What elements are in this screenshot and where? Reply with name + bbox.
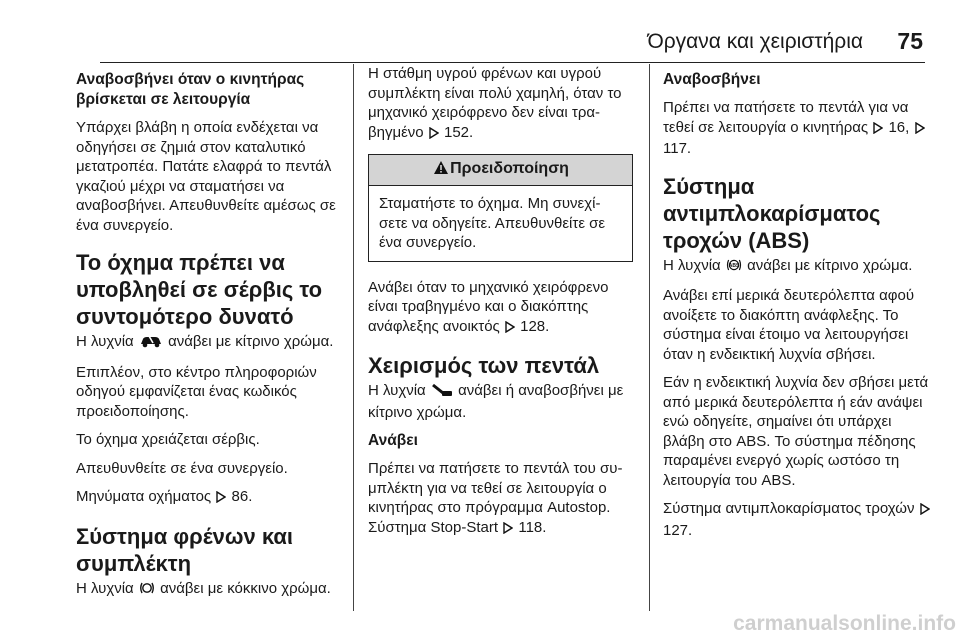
pedal-icon: [431, 383, 453, 403]
paragraph-pedal-lamp: [368, 381, 633, 422]
heading-brake-clutch: Σύστημα φρένων και συμπλέκτη: [76, 523, 294, 576]
text-flashing: Πρέπει να πατήσετε το πεντάλ για να τεθεί σε λειτουργία ο κινητήρας: [663, 99, 909, 136]
paragraph-abs-ref: [663, 499, 931, 540]
text-lamp-post: ανάβει με κόκκινο χρώμα.: [160, 579, 331, 597]
paragraph-vehicle-messages: [76, 487, 346, 509]
paragraph-abs-check: Ανάβει επί μερικά δευτερόλεπτα αφού ανοίξετε το διακόπτη ανάφλεξης. Το σύστημα είναι έτοιμο να λειτουργήσει όταν η ενδεικτική λυχνία σβήσει.: [663, 287, 915, 363]
column-left: [76, 64, 346, 609]
text-abs-ref: Σύστημα αντιμπλοκαρίσματος τροχών: [663, 500, 915, 517]
text-fluid: Η στάθμη υγρού φρένων και υγρού συμπλέκτη είναι πολύ χαμηλή, όταν το μηχανικό χειρόφρενο δεν είναι τραβηγμένο: [368, 65, 622, 141]
text-lamp-pre: Η λυχνία: [663, 256, 721, 274]
column-divider: [353, 64, 354, 611]
section-title: Όργανα και χειριστήρια: [647, 30, 863, 53]
paragraph-service-lamp: [76, 332, 346, 354]
triangle-ref-icon: [429, 125, 439, 145]
paragraph-brake-lamp: [76, 579, 346, 601]
text-lamp-post: ανάβει ή αναβοσβήνει με κίτρινο χρώμα.: [368, 382, 624, 421]
page-ref: 117.: [663, 140, 692, 157]
paragraph-needs-service: Το όχημα χρειάζεται σέρβις.: [76, 431, 260, 448]
paragraph-fluid-level: [368, 64, 633, 144]
column-divider: [649, 64, 650, 611]
text-lamp-post: ανάβει με κίτρινο χρώμα.: [747, 256, 913, 274]
page-ref: 86.: [231, 488, 253, 505]
heading-pedal: Χειρισμός των πεντάλ: [368, 353, 600, 378]
warning-title: Προειδοποίηση: [450, 160, 569, 177]
triangle-ref-icon: [873, 120, 883, 140]
page-ref: 16,: [888, 118, 910, 136]
triangle-ref-icon: [503, 520, 513, 540]
warning-text: Σταματήστε το όχημα. Μη συνεχίσετε να οδηγείτε. Απευθυνθείτε σε ένα συνεργείο.: [379, 195, 606, 251]
paragraph-lights-on: [368, 459, 633, 539]
paragraph-contact: Απευθυνθείτε σε ένα συνεργείο.: [76, 459, 288, 477]
heading-flashing: Αναβοσβήνει: [663, 71, 761, 88]
paragraph-engine: Υπάρχει βλάβη η οποία ενδέχεται να οδηγήσει σε ζημιά στον καταλυτικό μετατροπέα. Πατάτε ελαφρά το πεντάλ γκαζιού μέχρι να σταματήσει να αναβοσβήνει. Απευθυνθείτε αμέσως σε ένα συνεργείο.: [76, 119, 336, 234]
column-middle: [368, 64, 633, 548]
warning-triangle-icon: [433, 160, 449, 181]
triangle-ref-icon: [505, 319, 515, 339]
text-lamp-pre: Η λυχνία: [76, 333, 134, 350]
abs-icon: [726, 258, 742, 278]
brake-circle-icon: [139, 581, 155, 601]
paragraph-flashing: [663, 98, 931, 159]
watermark: carmanualsonline.info: [733, 612, 956, 635]
paragraph-abs-lamp: [663, 256, 931, 278]
heading-abs: Σύστημα αντιμπλοκαρίσματος τροχών (ABS): [663, 173, 881, 253]
heading-engine-flashing: Αναβοσβήνει όταν ο κινητήρας βρίσκεται σε λειτουργία: [76, 71, 305, 108]
text-lamp-post: ανάβει με κίτρινο χρώμα.: [168, 333, 334, 350]
text-handbrake: Ανάβει όταν το μηχανικό χειρόφρενο είναι τραβηγμένο και ο διακόπτης ανάφλεξης ανοικτός: [368, 278, 609, 335]
page-header: [100, 28, 925, 63]
text-lamp-pre: Η λυχνία: [368, 382, 426, 399]
text-lamp-pre: Η λυχνία: [76, 579, 134, 597]
paragraph-abs-fault: Εάν η ενδεικτική λυχνία δεν σβήσει μετά από μερικά δευτερόλεπτα ή εάν ανάψει ενώ οδηγείτε, σημαίνει ότι υπάρχει βλάβη στο ABS. Το σύστημα πέδησης παραμένει ενεργό χωρίς ωστόσο τη λειτουργία του ABS.: [663, 374, 929, 489]
text-messages: Μηνύματα οχήματος: [76, 488, 212, 505]
heading-service: Το όχημα πρέπει να υποβληθεί σε σέρβις το συντομότερο δυνατό: [76, 250, 323, 329]
page-ref: 127.: [663, 521, 693, 539]
page-number: 75: [897, 28, 923, 54]
warning-box: [368, 154, 633, 262]
paragraph-handbrake: [368, 278, 633, 339]
page-ref: 128.: [520, 317, 550, 335]
car-wrench-icon: [139, 334, 163, 354]
page-ref: 152.: [444, 123, 474, 141]
paragraph-warning-code: Επιπλέον, στο κέντρο πληροφοριών οδηγού εμφανίζεται ένας κωδικός προειδοποίησης.: [76, 363, 317, 420]
column-right: [663, 64, 931, 549]
triangle-ref-icon: [216, 489, 226, 509]
svg-text:ABS: ABS: [728, 262, 740, 269]
heading-lights-on: Ανάβει: [368, 432, 418, 449]
warning-header: [369, 155, 632, 186]
triangle-ref-icon: [915, 120, 925, 140]
triangle-ref-icon: [920, 501, 930, 521]
text-lights-on: Πρέπει να πατήσετε το πεντάλ του συμπλέκτη για να τεθεί σε λειτουργία ο κινητήρας στο πρόγραμμα Autostop. Σύστημα Stop-Start: [368, 460, 623, 536]
page-ref: 118.: [518, 518, 547, 536]
